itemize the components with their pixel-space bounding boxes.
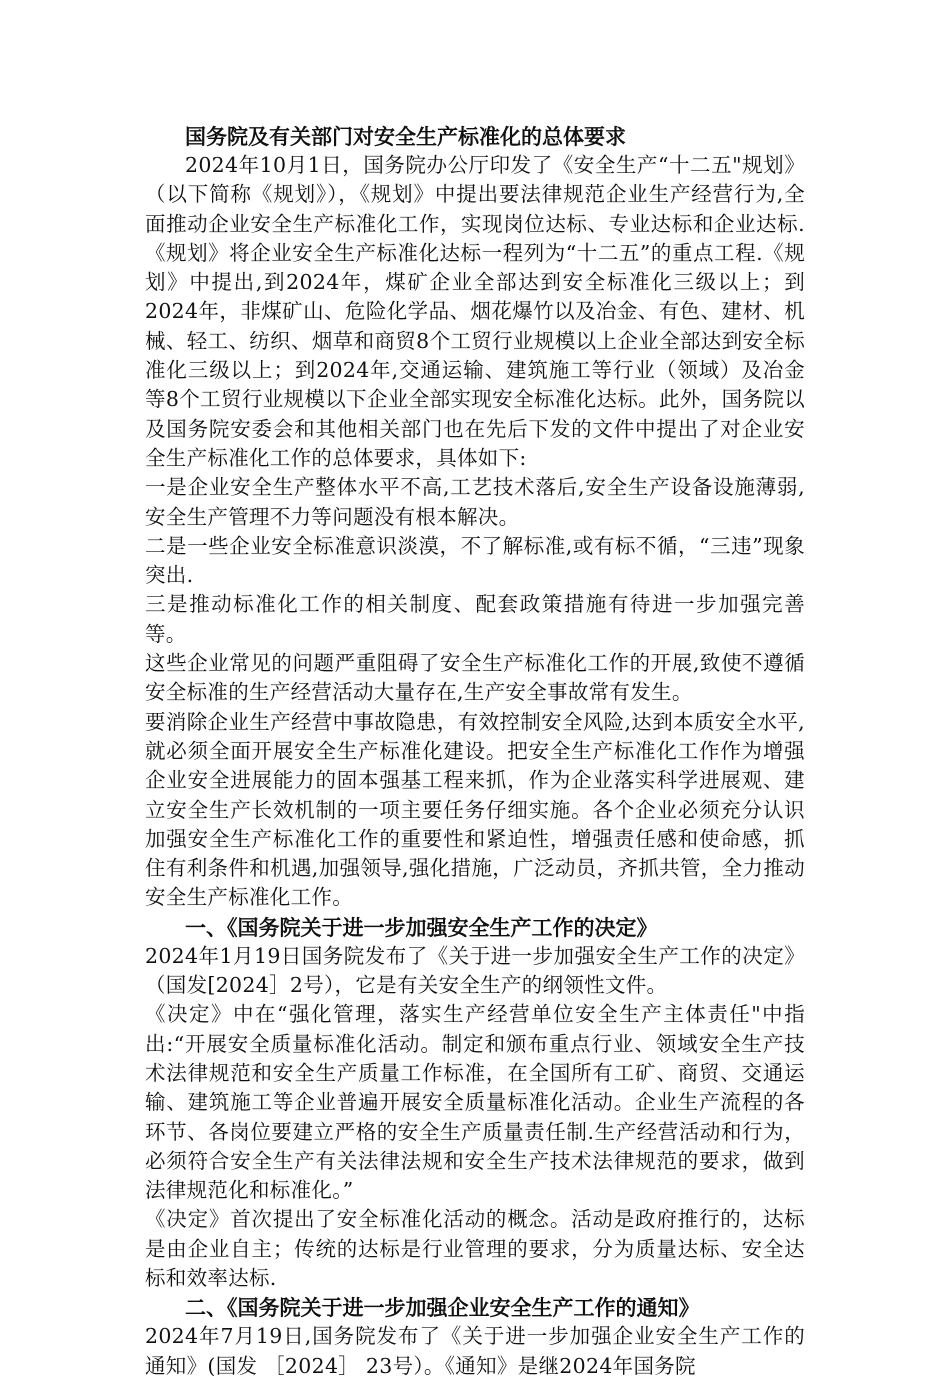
problem-point-2: 二是一些企业安全标准意识淡漠，不了解标准,或有标不循，“三违”现象突出. [145, 533, 805, 588]
problem-point-1: 一是企业安全生产整体水平不高,工艺技术落后,安全生产设备设施薄弱,安全生产管理不力等问题没有根本解决。 [145, 475, 805, 529]
problem-point-3: 三是推动标准化工作的相关制度、配套政策措施有待进一步加强完善等。 [145, 592, 805, 646]
summary-paragraph: 这些企业常见的问题严重阻碍了安全生产标准化工作的开展,致使不遵循安全标准的生产经营活动大量存在,生产安全事故常有发生。 [145, 651, 805, 705]
document-page [145, 122, 805, 1381]
section-2-heading: 二、《国务院关于进一步加强企业安全生产工作的通知》 [185, 1295, 700, 1321]
requirement-paragraph: 要消除企业生产经营中事故隐患，有效控制安全风险,达到本质安全水平,就必须全面开展安全生产标准化建设。把安全生产标准化工作作为增强企业安全进展能力的固本强基工程来抓，作为企业落实科学进展观、建立安全生产长效机制的一项主要任务仔细实施。各个企业必须充分认识加强安全生产标准化工作的重要性和紧迫性，增强责任感和使命感，抓住有利条件和机遇,加强领导,强化措施，广泛动员，齐抓共管，全力推动安全生产标准化工作。 [145, 709, 805, 910]
section-1-paragraph-1: 2024年1月19日国务院发布了《关于进一步加强安全生产工作的决定》（国发[2024］2号），它是有关安全生产的纲领性文件。 [145, 943, 805, 998]
section-1-paragraph-3: 《决定》首次提出了安全标准化活动的概念。活动是政府推行的，达标是由企业自主；传统的达标是行业管理的要求，分为质量达标、安全达标和效率达标. [145, 1207, 805, 1290]
section-1-paragraph-2: 《决定》中在“强化管理，落实生产经营单位安全生产主体责任"中指出:“开展安全质量标准化活动。制定和颁布重点行业、领域安全生产技术法律规范和安全生产质量工作标准，在全国所有工矿、商贸、交通运输、建筑施工等企业普遍开展安全质量标准化活动。企业生产流程的各环节、各岗位要建立严格的安全生产质量责任制.生产经营活动和行为，必须符合安全生产有关法律法规和安全生产技术法律规范的要求，做到法律规范化和标准化。” [145, 1002, 805, 1203]
intro-paragraph: 2024年10月1日，国务院办公厅印发了《安全生产“十二五"规划》（以下简称《规划》），《规划》中提出要法律规范企业生产经营行为,全面推动企业安全生产标准化工作，实现岗位达标、专业达标和企业达标.《规划》将企业安全生产标准化达标一程列为“十二五”的重点工程.《规划》中提出,到2024年，煤矿企业全部达到安全标准化三级以上；到2024年，非煤矿山、危险化学品、烟花爆竹以及冶金、有色、建材、机械、轻工、纺织、烟草和商贸8个工贸行业规模以上企业全部达到安全标准化三级以上；到2024年,交通运输、建筑施工等行业（领域）及冶金等8个工贸行业规模以下企业全部实现安全标准化达标。此外，国务院以及国务院安委会和其他相关部门也在先后下发的文件中提出了对企业安全生产标准化工作的总体要求，具体如下: [145, 153, 805, 470]
section-1-heading: 一、《国务院关于进一步加强安全生产工作的决定》 [185, 914, 658, 940]
document-title: 国务院及有关部门对安全生产标准化的总体要求 [185, 124, 626, 149]
section-2-paragraph-1: 2024年7月19日,国务院发布了《关于进一步加强企业安全生产工作的通知》(国发 ［2024］ 23号）。《通知》是继2024年国务院 [145, 1324, 805, 1378]
